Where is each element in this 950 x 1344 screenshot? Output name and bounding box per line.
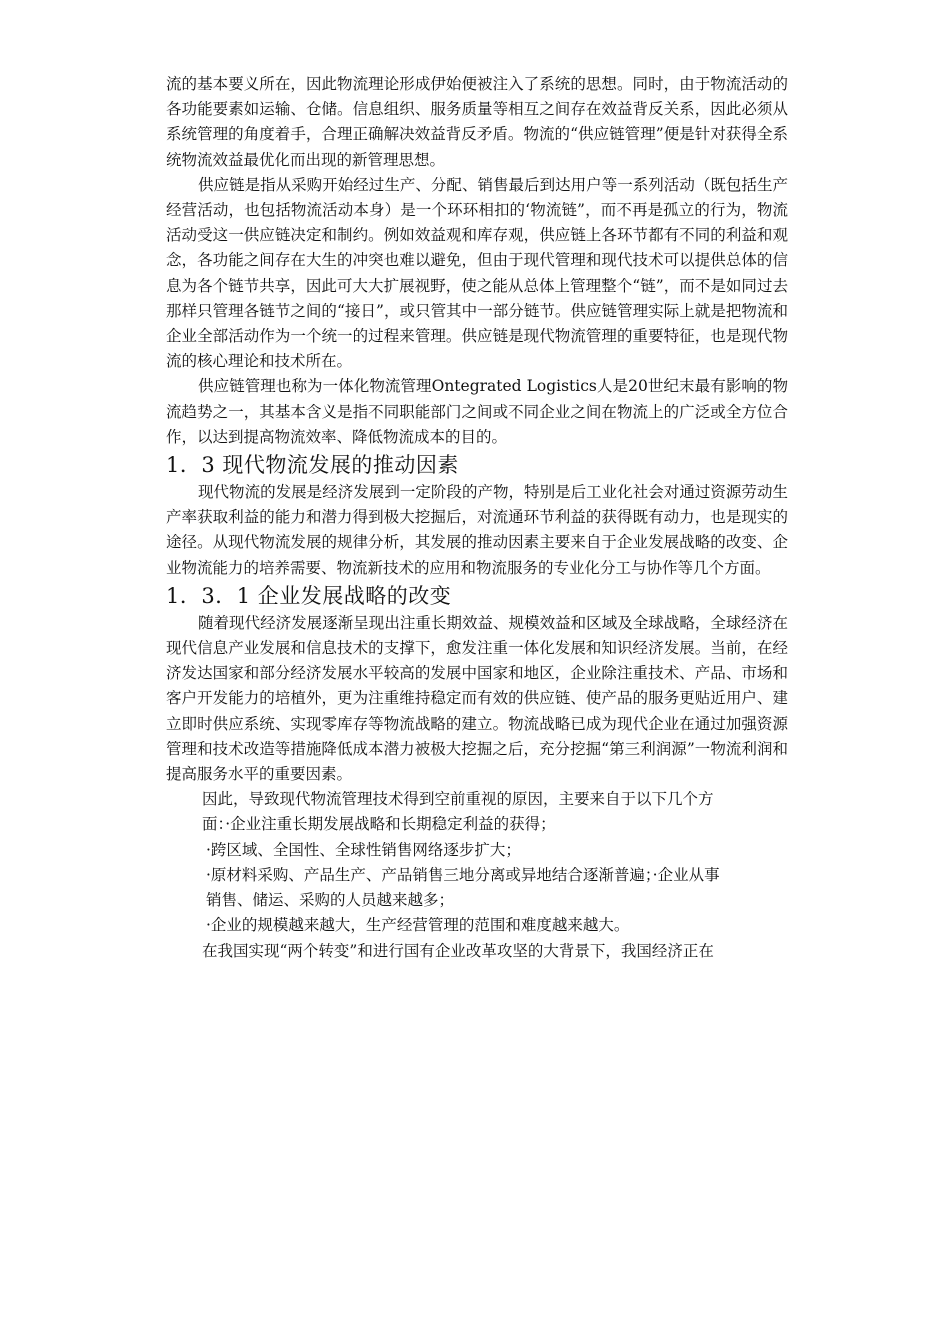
paragraph-strategy-change: 随着现代经济发展逐渐呈现出注重长期效益、规模效益和区域及全球战略，全球经济在现代信息产业发展和信息技术的支撑下，愈发注重一体化发展和知识经济发展。当前，在经济发达国家和部分经济发展水平较高的发展中国家和地区，企业除注重技术、产品、市场和客户开发能力的培植外，更为注重维持稳定而有效的供应链、使产品的服务更贴近用户、建立即时供应系统、实现零库存等物流战略的建立。物流战略已成为现代企业在通过加强资源管理和技术改造等措施降低成本潜力被极大挖掘之后，充分挖掘“第三利润源”一物流利润和提高服务水平的重要因素。 bbox=[166, 613, 788, 784]
paragraph-supply-chain-definition: 供应链是指从采购开始经过生产、分配、销售最后到达用户等一系列活动（既包括生产经营活动，也包括物流活动本身）是一个环环相扣的‘物流链”，而不再是孤立的行为，物流活动受这一供应链决定和制约。例如效益观和库存观，供应链上各环节都有不同的利益和观念，各功能之间存在大生的冲突也难以避免，但由于现代管理和现代技术可以提供总体的信息为各个链节共享，因此可大大扩展视野，使之能从总体上管理整个“链”，而不是如同过去那样只管理各链节之间的“接日”，或只管其中一部分链节。供应链管理实际上就是把物流和企业全部活动作为一个统一的过程来管理。供应链是现代物流管理的重要特征，也是现代物流的核心理论和技术所在。 bbox=[166, 175, 788, 371]
reasons-intro-line-1: 因此，导致现代物流管理技术得到空前重视的原因，主要来自于以下几个方 bbox=[202, 790, 714, 809]
reason-item: ·企业的规模越来越大，生产经营管理的范围和难度越来越大。 bbox=[206, 916, 630, 935]
document-body bbox=[166, 72, 788, 964]
reason-item: ·跨区域、全国性、全球性销售网络逐步扩大； bbox=[206, 840, 521, 859]
reason-item: 销售、储运、采购的人员越来越多； bbox=[206, 891, 455, 910]
paragraph-final-line: 在我国实现“两个转变”和进行国有企业改革攻坚的大背景下，我国经济正在 bbox=[202, 941, 714, 960]
section-heading-1-3: 1．3 现代物流发展的推动因素 bbox=[166, 453, 459, 478]
paragraph-system-thinking: 流的基本要义所在，因此物流理论形成伊始便被注入了系统的思想。同时，由于物流活动的各功能要素如运输、仓储。信息组织、服务质量等相互之间存在效益背反关系，因此必须从系统管理的角度着手，合理正确解决效益背反矛盾。物流的“供应链管理”便是针对获得全系统物流效益最优化而出现的新管理思想。 bbox=[166, 75, 788, 169]
paragraph-driving-factors: 现代物流的发展是经济发展到一定阶段的产物，特别是后工业化社会对通过资源劳动生产率获取利益的能力和潜力得到极大挖掘后，对流通环节利益的获得既有动力，也是现实的途径。从现代物流发展的规律分析，其发展的推动因素主要来自于企业发展战略的改变、企业物流能力的培养需要、物流新技术的应用和物流服务的专业化分工与协作等几个方面。 bbox=[166, 483, 788, 577]
reasons-list bbox=[166, 787, 788, 938]
paragraph-integrated-logistics: 供应链管理也称为一体化物流管理Ontegrated Logistics人是20世纪末最有影响的物流趋势之一，其基本含义是指不同职能部门之间或不同企业之间在物流上的广泛或全方位合作，以达到提高物流效率、降低物流成本的目的。 bbox=[166, 377, 788, 446]
reason-item: ·原材料采购、产品生产、产品销售三地分离或异地结合逐渐普遍；·企业从事 bbox=[206, 865, 720, 884]
reasons-intro-line-2: 面：·企业注重长期发展战略和长期稳定利益的获得； bbox=[202, 815, 556, 834]
section-heading-1-3-1: 1．3．1 企业发展战略的改变 bbox=[166, 583, 452, 608]
